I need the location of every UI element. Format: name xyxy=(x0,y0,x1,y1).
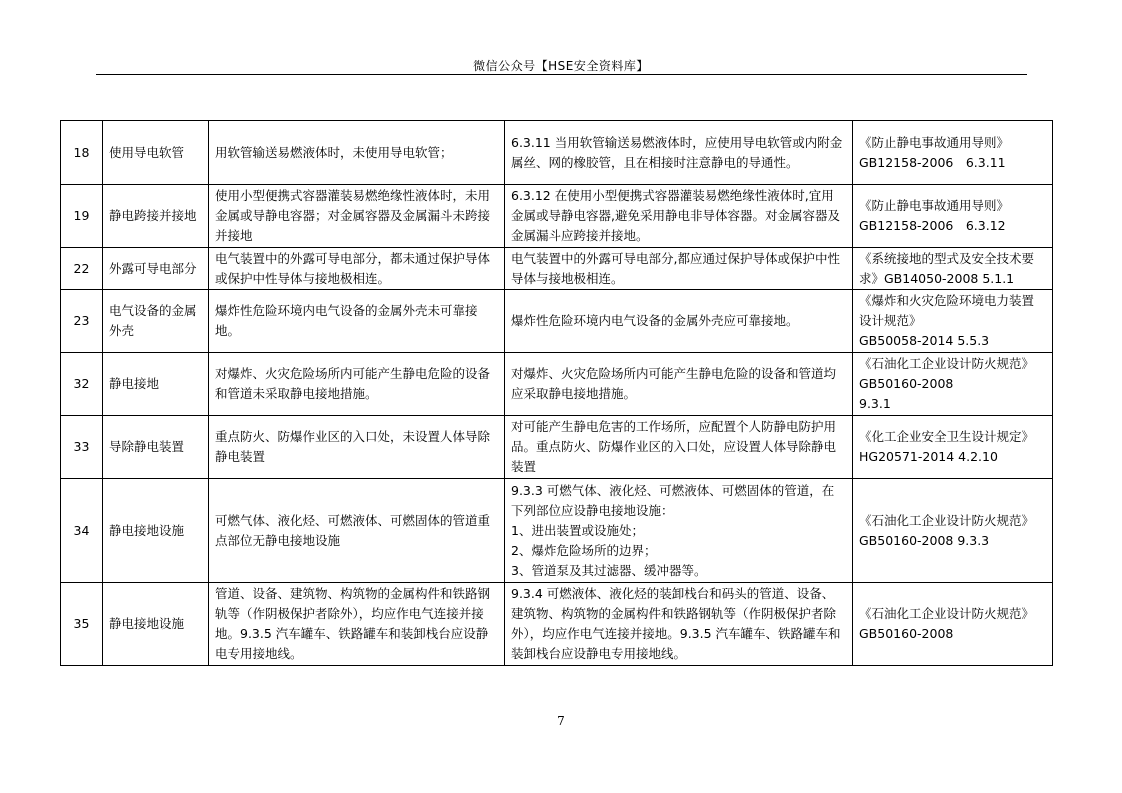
issue-text: 对爆炸、火灾危险场所内可能产生静电危险的设备和管道未采取静电接地措施。 xyxy=(209,353,505,416)
row-number: 33 xyxy=(61,416,103,479)
requirement-text: 9.3.3 可燃气体、液化烃、可燃液体、可燃固体的管道，在下列部位应设静电接地设施： 1、进出装置或设施处； 2、爆炸危险场所的边界； 3、管道泵及其过滤器、缓冲器等。 xyxy=(505,479,853,583)
basis-text: 《防止静电事故通用导则》 GB12158-2006 6.3.11 xyxy=(853,121,1053,185)
requirement-text: 6.3.12 在使用小型便携式容器灌装易燃绝缘性液体时,宜用金属或导静电容器,避免采用静电非导体容器。对金属容器及金属漏斗应跨接并接地。 xyxy=(505,185,853,248)
row-number: 19 xyxy=(61,185,103,248)
requirement-text: 对可能产生静电危害的工作场所，应配置个人防静电防护用品。重点防火、防爆作业区的入口处，应设置人体导除静电装置 xyxy=(505,416,853,479)
table-row xyxy=(61,248,1053,290)
requirement-text: 6.3.11 当用软管输送易燃液体时，应使用导电软管或内附金属丝、网的橡胶管，且在相接时注意静电的导通性。 xyxy=(505,121,853,185)
row-number: 34 xyxy=(61,479,103,583)
issue-text: 用软管输送易燃液体时，未使用导电软管； xyxy=(209,121,505,185)
requirement-text: 9.3.4 可燃液体、液化烃的装卸栈台和码头的管道、设备、建筑物、构筑物的金属构件和铁路钢轨等（作阴极保护者除外），均应作电气连接并接地。9.3.5 汽车罐车、铁路罐车和装卸栈台应设静电专用接地线。 xyxy=(505,583,853,666)
issue-text: 可燃气体、液化烃、可燃液体、可燃固体的管道重点部位无静电接地设施 xyxy=(209,479,505,583)
basis-text: 《化工企业安全卫生设计规定》 HG20571-2014 4.2.10 xyxy=(853,416,1053,479)
requirement-text: 爆炸性危险环境内电气设备的金属外壳应可靠接地。 xyxy=(505,290,853,353)
basis-text: 《系统接地的型式及安全技术要求》GB14050-2008 5.1.1 xyxy=(853,248,1053,290)
table-row xyxy=(61,290,1053,353)
item-name: 静电接地设施 xyxy=(103,479,209,583)
row-number: 22 xyxy=(61,248,103,290)
table-row xyxy=(61,121,1053,185)
regulation-table xyxy=(60,120,1053,666)
item-name: 静电跨接并接地 xyxy=(103,185,209,248)
row-number: 35 xyxy=(61,583,103,666)
item-name: 使用导电软管 xyxy=(103,121,209,185)
table-row xyxy=(61,353,1053,416)
issue-text: 重点防火、防爆作业区的入口处，未设置人体导除静电装置 xyxy=(209,416,505,479)
table-row xyxy=(61,479,1053,583)
basis-text: 《石油化工企业设计防火规范》 GB50160-2008 xyxy=(853,583,1053,666)
requirement-text: 对爆炸、火灾危险场所内可能产生静电危险的设备和管道均应采取静电接地措施。 xyxy=(505,353,853,416)
table-row xyxy=(61,583,1053,666)
issue-text: 管道、设备、建筑物、构筑物的金属构件和铁路钢轨等（作阴极保护者除外），均应作电气连接并接地。9.3.5 汽车罐车、铁路罐车和装卸栈台应设静电专用接地线。 xyxy=(209,583,505,666)
basis-text: 《石油化工企业设计防火规范》 GB50160-2008 9.3.1 xyxy=(853,353,1053,416)
row-number: 23 xyxy=(61,290,103,353)
requirement-text: 电气装置中的外露可导电部分,都应通过保护导体或保护中性导体与接地极相连。 xyxy=(505,248,853,290)
item-name: 导除静电装置 xyxy=(103,416,209,479)
table-row xyxy=(61,416,1053,479)
issue-text: 爆炸性危险环境内电气设备的金属外壳未可靠接地。 xyxy=(209,290,505,353)
basis-text: 《爆炸和火灾危险环境电力装置设计规范》 GB50058-2014 5.5.3 xyxy=(853,290,1053,353)
issue-text: 电气装置中的外露可导电部分，都未通过保护导体或保护中性导体与接地极相连。 xyxy=(209,248,505,290)
page-number: 7 xyxy=(557,714,565,728)
issue-text: 使用小型便携式容器灌装易燃绝缘性液体时，未用金属或导静电容器；对金属容器及金属漏斗未跨接并接地 xyxy=(209,185,505,248)
item-name: 静电接地 xyxy=(103,353,209,416)
page-header: 微信公众号【HSE安全资料库】 xyxy=(473,59,649,73)
item-name: 电气设备的金属外壳 xyxy=(103,290,209,353)
item-name: 外露可导电部分 xyxy=(103,248,209,290)
item-name: 静电接地设施 xyxy=(103,583,209,666)
basis-text: 《石油化工企业设计防火规范》 GB50160-2008 9.3.3 xyxy=(853,479,1053,583)
table-row xyxy=(61,185,1053,248)
row-number: 18 xyxy=(61,121,103,185)
basis-text: 《防止静电事故通用导则》 GB12158-2006 6.3.12 xyxy=(853,185,1053,248)
header-rule xyxy=(96,74,1027,75)
row-number: 32 xyxy=(61,353,103,416)
